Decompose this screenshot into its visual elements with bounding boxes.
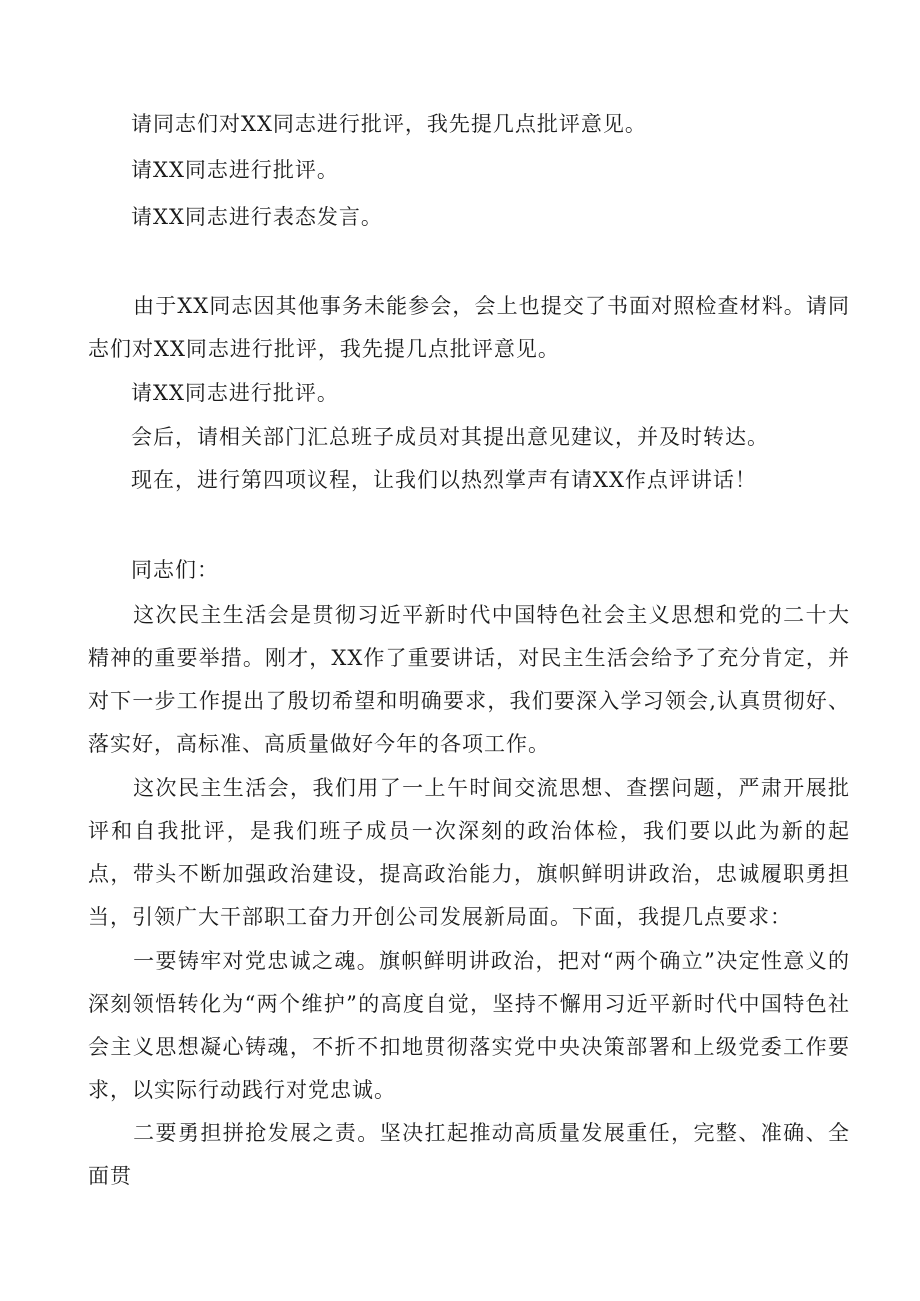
paragraph-9: 这次民主生活会是贯彻习近平新时代中国特色社会主义思想和党的二十大精神的重要举措。刚才，XX作了重要讲话，对民主生活会给予了充分肯定，并对下一步工作提出了殷切希望和明确要求，我们要深入学习领会,认真贯彻好、落实好，高标准、高质量做好今年的各项工作。 <box>88 603 850 756</box>
paragraph-12: 二要勇担拼抢发展之责。坚决扛起推动高质量发展重任，完整、准确、全面贯 <box>88 1121 850 1188</box>
paragraph-11: 一要铸牢对党忠诚之魂。旗帜鲜明讲政治，把对“两个确立”决定性意义的深刻领悟转化为“两个维护”的高度自觉，坚持不懈用习近平新时代中国特色社会主义思想凝心铸魂，不折不扣地贯彻落实党中央决策部署和上级党委工作要求，以实际行动践行对党忠诚。 <box>88 949 850 1102</box>
paragraph-6: 会后，请相关部门汇总班子成员对其提出意见建议，并及时转达。 <box>131 425 769 449</box>
paragraph-4: 由于XX同志因其他事务未能参会，会上也提交了书面对照检查材料。请同志们对XX同志进行批评，我先提几点批评意见。 <box>88 294 850 361</box>
paragraph-1: 请同志们对XX同志进行批评，我先提几点批评意见。 <box>131 112 647 136</box>
paragraph-2: 请XX同志进行批评。 <box>131 158 339 182</box>
paragraph-5: 请XX同志进行批评。 <box>131 381 339 405</box>
paragraph-10: 这次民主生活会，我们用了一上午时间交流思想、查摆问题，严肃开展批评和自我批评，是我们班子成员一次深刻的政治体检，我们要以此为新的起点，带头不断加强政治建设，提高政治能力，旗帜鲜明讲政治，忠诚履职勇担当，引领广大干部职工奋力开创公司发展新局面。下面，我提几点要求： <box>88 776 850 929</box>
paragraph-7: 现在，进行第四项议程，让我们以热烈掌声有请XX作点评讲话！ <box>131 468 757 492</box>
salutation: 同志们： <box>131 558 219 582</box>
paragraph-3: 请XX同志进行表态发言。 <box>131 205 383 229</box>
